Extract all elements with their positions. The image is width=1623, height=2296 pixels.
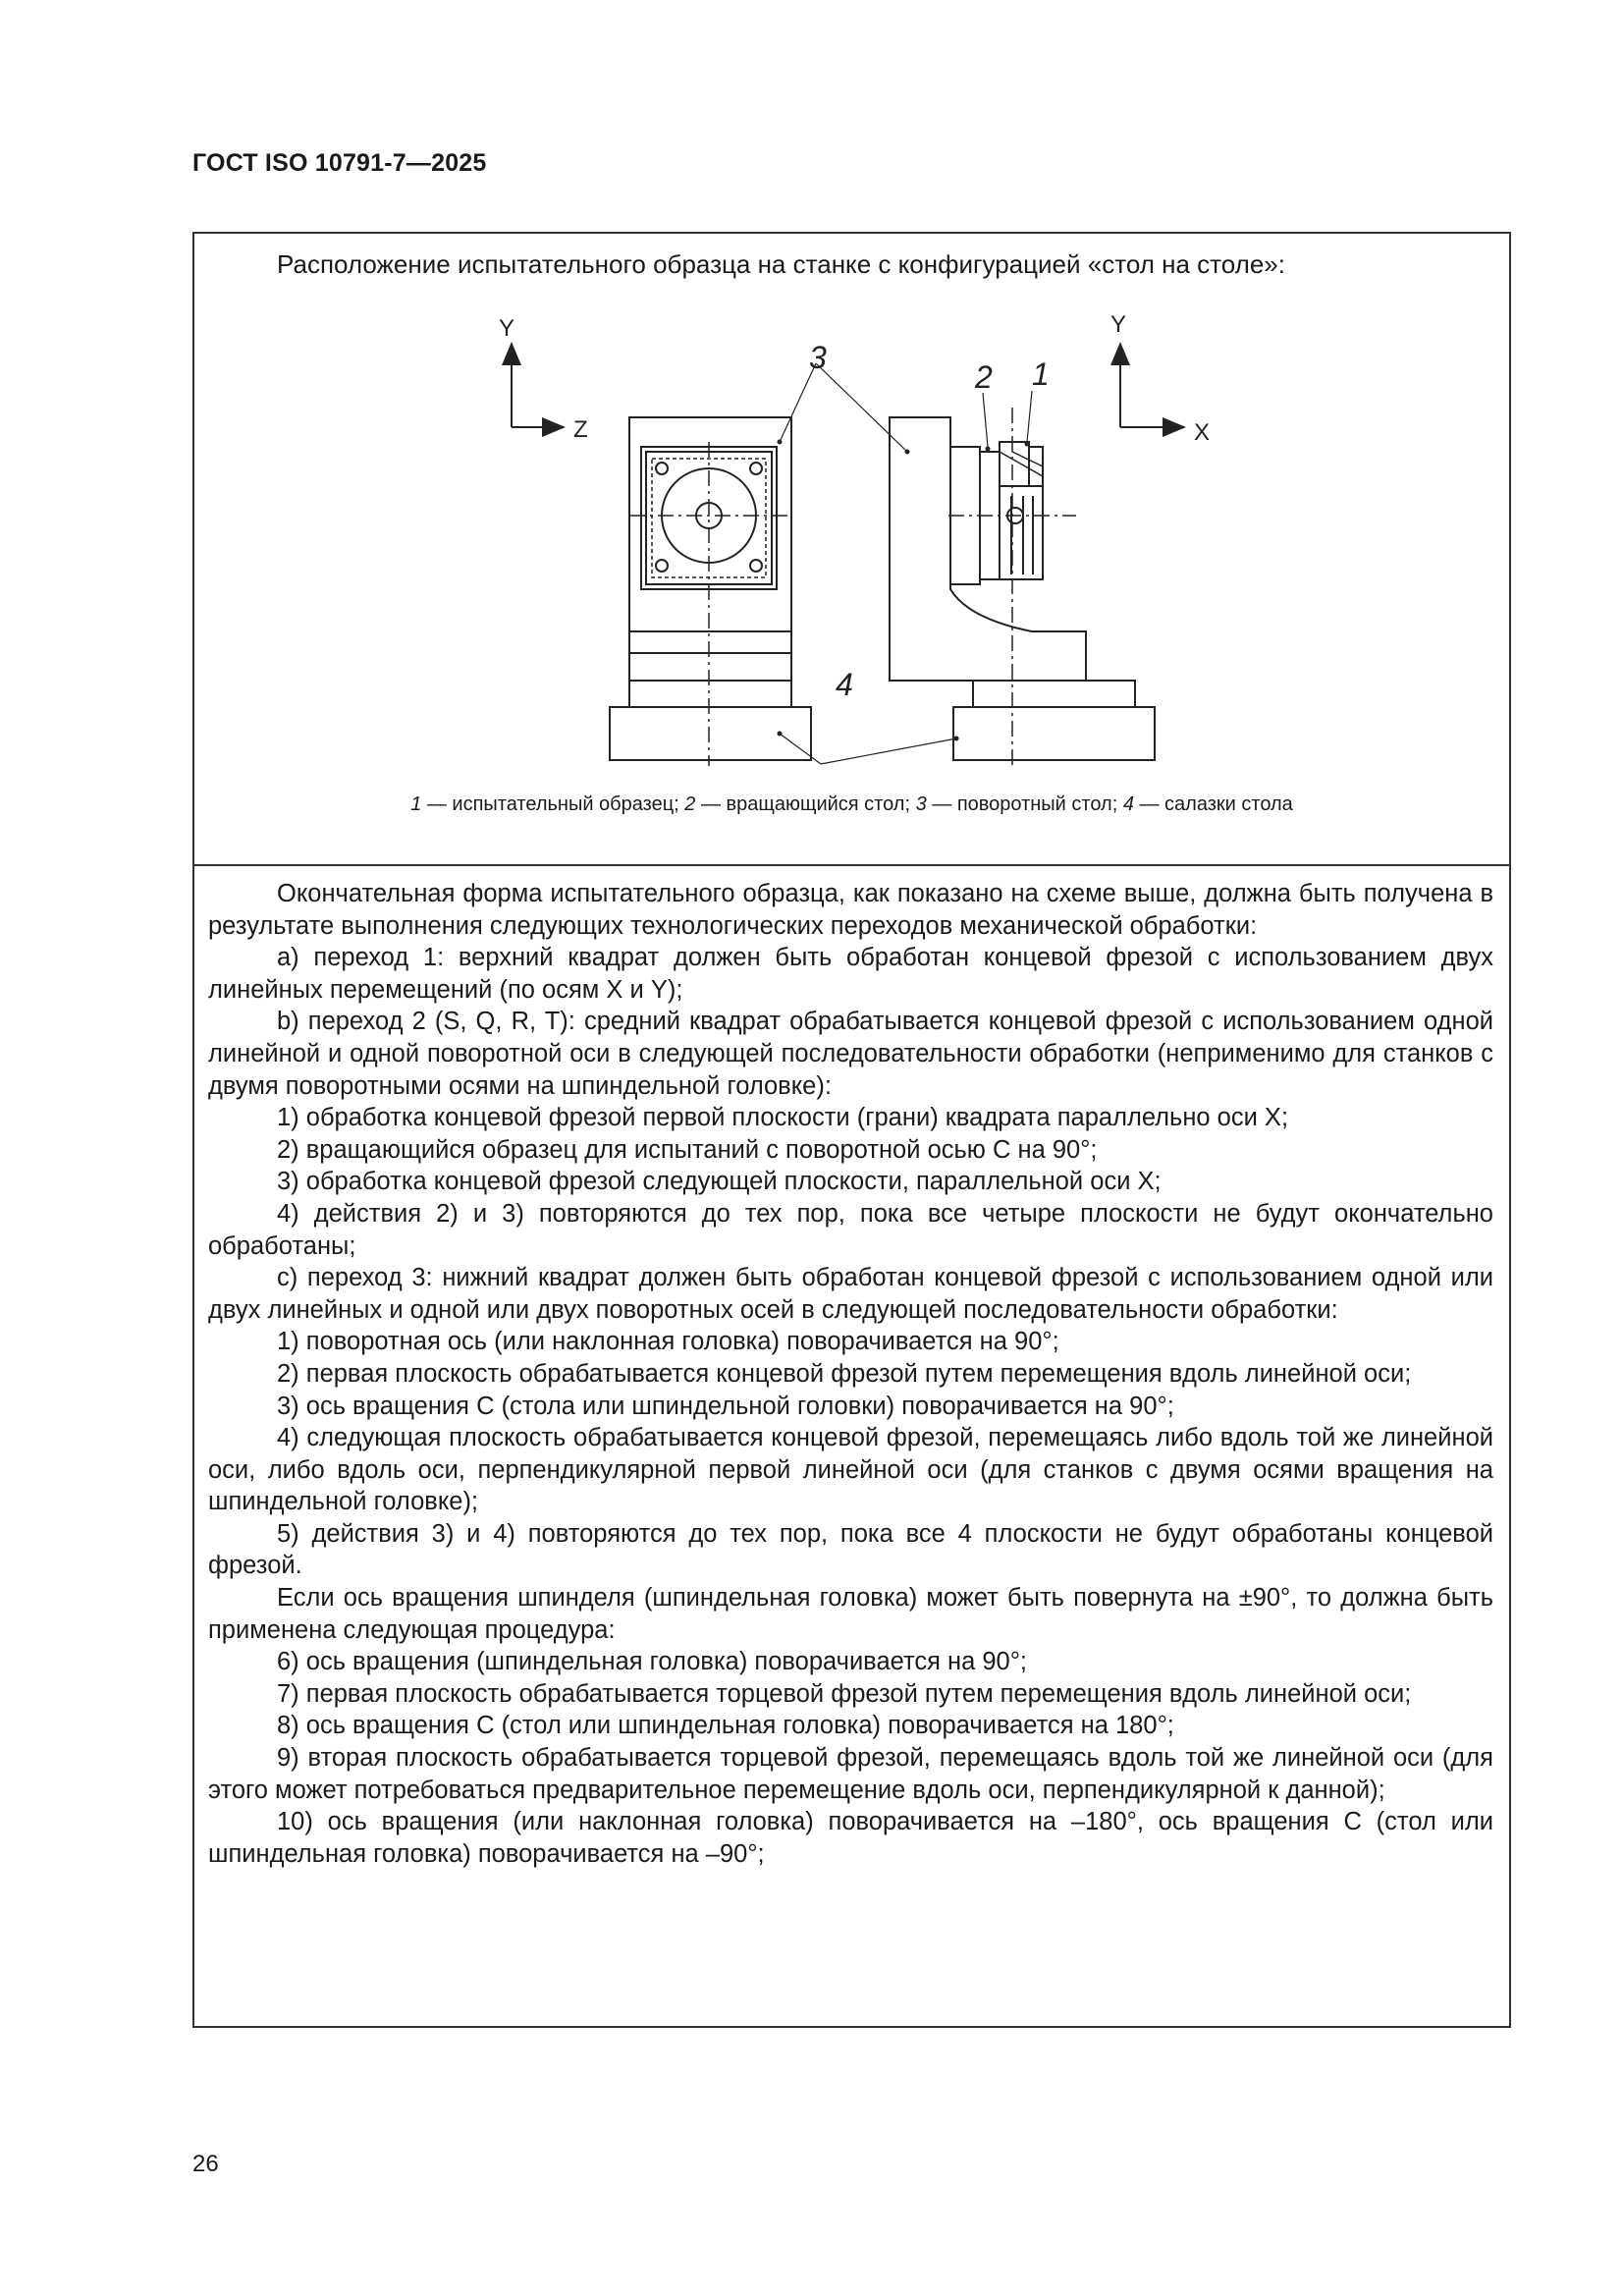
legend-text-1: — испытательный образец; — [421, 793, 685, 815]
x-label-right: X — [1194, 419, 1211, 446]
legend-text-4: — салазки стола — [1133, 793, 1293, 815]
paragraph: 4) следующая плоскость обрабатывается концевой фрезой, перемещаясь либо вдоль той же линейной оси, либо вдоль оси, перпендикулярной первой линейной оси (для станков с двумя осями вращения на шпиндельной головке); — [208, 1424, 1493, 1516]
paragraph: 4) действия 2) и 3) повторяются до тех пор, пока все четыре плоскости не будут окончательно обработаны; — [208, 1199, 1493, 1260]
legend-text-3: — поворотный стол; — [926, 793, 1123, 815]
figure-title: Расположение испытательного образца на станке с конфигурацией «стол на столе»: — [277, 249, 1285, 279]
legend-num-4: 4 — [1122, 793, 1134, 815]
callout-2: 2 — [975, 359, 993, 395]
paragraph: 3) обработка концевой фрезой следующей плоскости, параллельной оси X; — [277, 1168, 1162, 1196]
legend-num-1: 1 — [410, 793, 422, 815]
paragraph: 8) ось вращения C (стол или шпиндельная головка) поворачивается на 180°; — [277, 1712, 1174, 1740]
paragraph: b) переход 2 (S, Q, R, T): средний квадрат обрабатывается концевой фрезой с использованием одной линейной и одной поворотной оси в следующей последовательности обработки (неприменимо для станков с двумя поворотными осями на шпиндельной головке): — [208, 1008, 1493, 1100]
y-label-right: Y — [1110, 311, 1127, 338]
procedure-text — [208, 878, 1493, 1870]
paragraph: 3) ось вращения C (стола или шпиндельной головки) поворачивается на 90°; — [277, 1392, 1174, 1420]
legend-num-3: 3 — [915, 793, 927, 815]
right-rotary-table — [890, 417, 1086, 681]
paragraph: Если ось вращения шпинделя (шпиндельная головка) может быть повернута на ±90°, то должна быть применена следующая процедура: — [208, 1584, 1493, 1644]
paragraph: 10) ось вращения (или наклонная головка) поворачивается на –180°, ось вращения C (стол или шпиндельная головка) поворачивается на –90°; — [208, 1808, 1493, 1868]
paragraph: 1) поворотная ось (или наклонная головка) поворачивается на 90°; — [277, 1328, 1059, 1356]
paragraph: 2) первая плоскость обрабатывается концевой фрезой путем перемещения вдоль линейной оси; — [277, 1359, 1412, 1388]
left-step-1 — [629, 631, 791, 653]
paragraph: Окончательная форма испытательного образца, как показано на схеме выше, должна быть получена в результате выполнения следующих технологических переходов механической обработки: — [208, 880, 1493, 940]
left-step-2 — [629, 653, 791, 681]
right-specimen — [1000, 442, 1029, 486]
left-rotary-table — [629, 417, 791, 631]
frame-divider — [192, 864, 1511, 866]
paragraph: 9) вторая плоскость обрабатывается торцевой фрезой, перемещаясь вдоль той же линейной оси (для этого может потребоваться предварительное перемещение вдоль оси, перпендикулярной к данной); — [208, 1744, 1493, 1804]
left-base-step — [629, 681, 791, 707]
callout-4: 4 — [836, 667, 853, 702]
figure-legend — [192, 793, 1511, 816]
z-label-left: Z — [573, 416, 588, 443]
paragraph: 1) обработка концевой фрезой первой плоскости (грани) квадрата параллельно оси X; — [277, 1104, 1289, 1132]
callout-1: 1 — [1032, 356, 1050, 392]
paragraph: 5) действия 3) и 4) повторяются до тех пор, пока все 4 плоскости не будут обработаны концевой фрезой. — [208, 1519, 1493, 1580]
paragraph: 7) первая плоскость обрабатывается торцевой фрезой путем перемещения вдоль линейной оси; — [277, 1679, 1412, 1708]
page-number: 26 — [192, 2151, 219, 2177]
legend-num-2: 2 — [684, 793, 696, 815]
paragraph: c) переход 3: нижний квадрат должен быть обработан концевой фрезой с использованием одной или двух линейных и одной или двух поворотных осей в следующей последовательности обработки: — [208, 1264, 1493, 1324]
paragraph: 2) вращающийся образец для испытаний с поворотной осью C на 90°; — [277, 1135, 1098, 1164]
legend-text-2: — вращающийся стол; — [695, 793, 916, 815]
paragraph: a) переход 1: верхний квадрат должен быть обработан концевой фрезой с использованием двух линейных перемещений (по осям X и Y); — [208, 944, 1493, 1004]
paragraph: 6) ось вращения (шпиндельная головка) поворачивается на 90°; — [277, 1648, 1027, 1676]
right-slide — [953, 707, 1155, 760]
document-header: ГОСТ ISO 10791-7—2025 — [192, 149, 487, 177]
right-base-step — [973, 681, 1135, 707]
machine-figure — [192, 295, 1511, 786]
y-label-left: Y — [499, 315, 515, 342]
callout-3: 3 — [809, 340, 827, 375]
